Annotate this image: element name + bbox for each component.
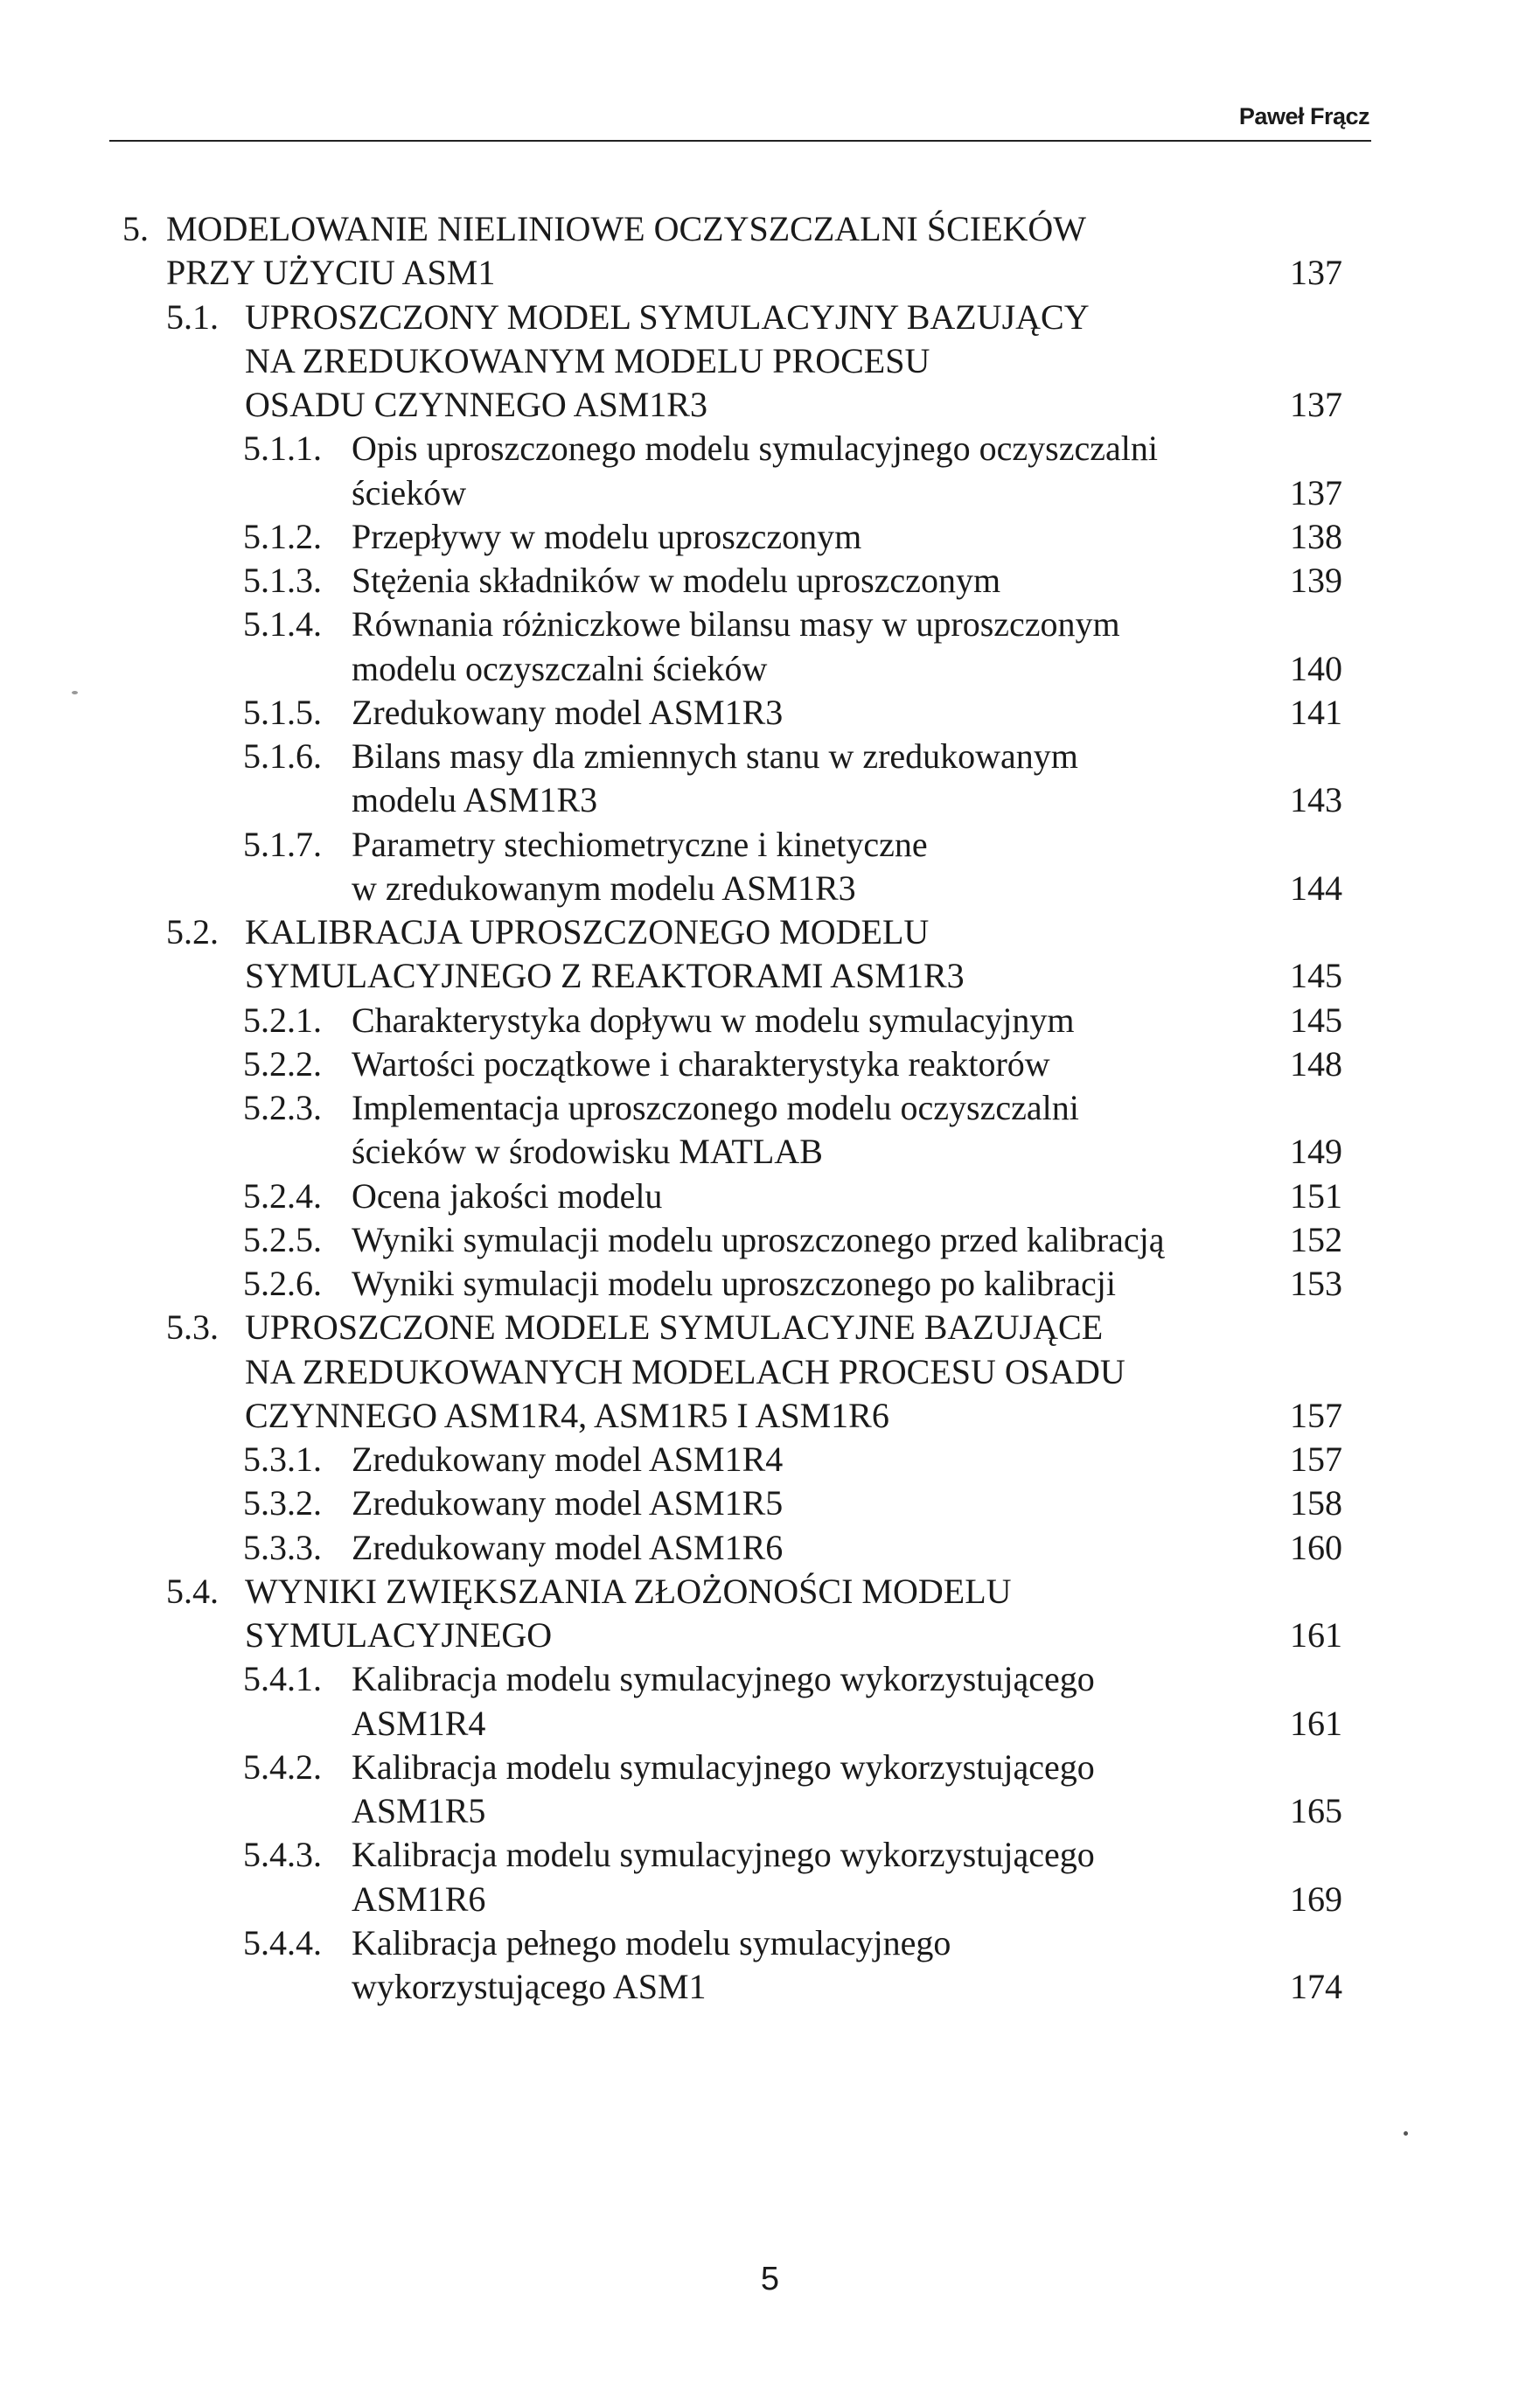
toc-entry-number: 5.3.2. [243, 1483, 322, 1523]
toc-entry-title: MODELOWANIE NIELINIOWE OCZYSZCZALNI ŚCIEKÓW [166, 209, 1087, 248]
toc-entry-number: 5.2.5. [243, 1219, 322, 1259]
toc-entry-number: 5.3.3. [243, 1527, 322, 1567]
toc-entry-title: SYMULACYJNEGO [245, 1615, 553, 1655]
toc-entry-page: 145 [1290, 956, 1342, 996]
toc-entry-continuation [0, 251, 1540, 295]
toc-entry [0, 1086, 1540, 1130]
toc-entry-title: KALIBRACJA UPROSZCZONEGO MODELU [245, 912, 930, 952]
toc-entry-page: 157 [1290, 1395, 1342, 1435]
toc-entry [0, 515, 1540, 559]
toc-entry-title: NA ZREDUKOWANYCH MODELACH PROCESU OSADU [245, 1351, 1125, 1391]
toc-entry-title: Stężenia składników w modelu uproszczonym [352, 561, 1001, 600]
toc-entry [0, 1921, 1540, 1965]
toc-entry-page: 137 [1290, 472, 1342, 512]
toc-entry-number: 5.2.6. [243, 1264, 322, 1303]
toc-entry-title: Zredukowany model ASM1R5 [352, 1483, 784, 1523]
toc-entry-number: 5.2.1. [243, 1000, 322, 1040]
toc-entry-title: Równania różniczkowe bilansu masy w uproszczonym [352, 604, 1120, 645]
toc-entry-continuation [0, 1878, 1540, 1921]
toc-entry-page: 139 [1290, 561, 1342, 600]
toc-entry [0, 1042, 1540, 1086]
toc-entry-page: 145 [1290, 1000, 1342, 1040]
toc-entry [0, 910, 1540, 954]
toc-entry-number: 5. [122, 209, 149, 248]
header-rule [109, 140, 1371, 142]
toc-entry [0, 207, 1540, 251]
toc-entry-number: 5.2.3. [243, 1088, 322, 1127]
toc-entry-page: 160 [1290, 1527, 1342, 1567]
toc-entry-page: 148 [1290, 1043, 1342, 1084]
toc-entry-title: Parametry stechiometryczne i kinetyczne [352, 824, 928, 864]
toc-entry [0, 559, 1540, 603]
toc-entry-number: 5.3.1. [243, 1439, 322, 1479]
toc-entry-title: ASM1R5 [352, 1791, 486, 1830]
toc-entry-title: Zredukowany model ASM1R3 [352, 692, 784, 732]
toc-entry-number: 5.4. [166, 1571, 219, 1611]
toc-entry-page: 165 [1290, 1791, 1342, 1830]
toc-entry [0, 1570, 1540, 1614]
toc-entry-continuation [0, 339, 1540, 383]
toc-entry-title: ścieków [352, 472, 467, 512]
toc-entry [0, 1306, 1540, 1349]
toc-entry-page: 144 [1290, 868, 1342, 908]
toc-entry-title: Zredukowany model ASM1R4 [352, 1439, 784, 1479]
toc-entry-page: 140 [1290, 648, 1342, 688]
toc-entry-title: ścieków w środowisku MATLAB [352, 1132, 823, 1172]
toc-entry-title: ASM1R4 [352, 1703, 486, 1743]
toc-entry-number: 5.3. [166, 1307, 219, 1348]
toc-entry-title: Kalibracja pełnego modelu symulacyjnego [352, 1922, 951, 1962]
toc-entry-page: 174 [1290, 1967, 1342, 2006]
toc-entry-continuation [0, 867, 1540, 910]
toc-entry-title: Przepływy w modelu uproszczonym [352, 516, 862, 556]
toc-entry [0, 735, 1540, 778]
toc-entry-continuation [0, 383, 1540, 427]
toc-entry-number: 5.2.4. [243, 1175, 322, 1216]
toc-entry [0, 999, 1540, 1042]
toc-entry-title: Bilans masy dla zmiennych stanu w zredukowanym [352, 736, 1078, 776]
toc-entry-page: 161 [1290, 1615, 1342, 1655]
toc-entry [0, 1438, 1540, 1481]
toc-entry [0, 1262, 1540, 1306]
toc-entry [0, 427, 1540, 471]
toc-entry-number: 5.1.3. [243, 561, 322, 600]
toc-entry-continuation [0, 1789, 1540, 1833]
toc-entry-number: 5.1.7. [243, 824, 322, 864]
toc-entry-page: 169 [1290, 1879, 1342, 1919]
toc-entry-number: 5.4.1. [243, 1659, 322, 1699]
toc-entry-title: SYMULACYJNEGO Z REAKTORAMI ASM1R3 [245, 956, 965, 996]
toc-entry [0, 1833, 1540, 1877]
toc-entry-page: 158 [1290, 1483, 1342, 1523]
toc-entry-title: Wyniki symulacji modelu uproszczonego po kalibracji [352, 1264, 1117, 1303]
toc-entry-page: 161 [1290, 1703, 1342, 1743]
toc-entry-continuation [0, 1394, 1540, 1438]
toc-entry-page: 151 [1290, 1175, 1342, 1216]
toc-entry-title: modelu oczyszczalni ścieków [352, 648, 768, 688]
toc-entry-number: 5.4.3. [243, 1835, 322, 1875]
toc-entry-title: Kalibracja modelu symulacyjnego wykorzystującego [352, 1659, 1095, 1699]
toc-entry [0, 603, 1540, 646]
toc-entry-page: 157 [1290, 1439, 1342, 1479]
toc-entry-number: 5.1. [166, 296, 219, 337]
scan-speck [72, 691, 78, 694]
toc-entry-number: 5.1.6. [243, 736, 322, 776]
toc-entry-page: 137 [1290, 385, 1342, 424]
toc-entry-title: Wyniki symulacji modelu uproszczonego przed kalibracją [352, 1219, 1165, 1259]
toc-entry-title: Opis uproszczonego modelu symulacyjnego oczyszczalni [352, 429, 1158, 469]
toc-entry [0, 1218, 1540, 1262]
toc-entry-page: 153 [1290, 1264, 1342, 1303]
toc-entry-title: Charakterystyka dopływu w modelu symulacyjnym [352, 1000, 1075, 1040]
scan-speck [1404, 2131, 1408, 2136]
toc-entry-page: 141 [1290, 692, 1342, 732]
toc-entry [0, 296, 1540, 339]
toc-entry [0, 823, 1540, 867]
toc-entry-title: UPROSZCZONE MODELE SYMULACYJNE BAZUJĄCE [245, 1307, 1104, 1348]
toc-entry-continuation [0, 1614, 1540, 1657]
toc-entry-number: 5.1.1. [243, 429, 322, 469]
toc-entry [0, 1657, 1540, 1701]
toc-entry-continuation [0, 954, 1540, 998]
toc-entry-continuation [0, 471, 1540, 515]
toc-entry [0, 691, 1540, 735]
toc-entry-title: PRZY UŻYCIU ASM1 [166, 253, 496, 293]
toc-entry-title: OSADU CZYNNEGO ASM1R3 [245, 385, 707, 424]
toc-entry-title: WYNIKI ZWIĘKSZANIA ZŁOŻONOŚCI MODELU [245, 1571, 1012, 1611]
toc-entry [0, 1746, 1540, 1789]
toc-entry [0, 1481, 1540, 1525]
page-number: 5 [760, 2261, 780, 2297]
toc-entry-number: 5.4.4. [243, 1922, 322, 1962]
toc-entry-continuation [0, 647, 1540, 691]
toc-entry-number: 5.2.2. [243, 1043, 322, 1084]
toc-entry-number: 5.1.4. [243, 604, 322, 645]
toc-entry-title: Zredukowany model ASM1R6 [352, 1527, 784, 1567]
toc-entry-continuation [0, 1350, 1540, 1394]
toc-entry [0, 1526, 1540, 1570]
toc-entry-title: wykorzystującego ASM1 [352, 1967, 707, 2006]
toc-entry-number: 5.4.2. [243, 1746, 322, 1787]
toc-entry-page: 143 [1290, 780, 1342, 820]
toc-entry-title: UPROSZCZONY MODEL SYMULACYJNY BAZUJĄCY [245, 296, 1090, 337]
toc-entry-number: 5.1.2. [243, 516, 322, 556]
toc-entry-title: Ocena jakości modelu [352, 1175, 663, 1216]
toc-entry-page: 152 [1290, 1219, 1342, 1259]
toc-entry-continuation [0, 1965, 1540, 2009]
toc-entry-title: w zredukowanym modelu ASM1R3 [352, 868, 856, 908]
toc-entry-number: 5.2. [166, 912, 219, 952]
toc-entry-number: 5.1.5. [243, 692, 322, 732]
toc-entry-page: 138 [1290, 516, 1342, 556]
toc-entry-title: ASM1R6 [352, 1879, 486, 1919]
toc-entry-title: Wartości początkowe i charakterystyka reaktorów [352, 1043, 1050, 1084]
header-author: Paweł Frącz [1238, 103, 1369, 129]
toc-entry-continuation [0, 778, 1540, 822]
toc-entry-page: 137 [1290, 253, 1342, 293]
toc-entry-title: NA ZREDUKOWANYM MODELU PROCESU [245, 340, 930, 380]
toc-entry-continuation [0, 1702, 1540, 1746]
toc-entry-continuation [0, 1130, 1540, 1174]
toc-entry-page: 149 [1290, 1132, 1342, 1172]
toc-entry-title: modelu ASM1R3 [352, 780, 598, 820]
toc-entry [0, 1175, 1540, 1218]
toc-entry-title: Kalibracja modelu symulacyjnego wykorzystującego [352, 1835, 1095, 1875]
toc-entry-title: CZYNNEGO ASM1R4, ASM1R5 I ASM1R6 [245, 1395, 889, 1435]
toc-entry-title: Implementacja uproszczonego modelu oczyszczalni [352, 1088, 1079, 1127]
toc-entry-title: Kalibracja modelu symulacyjnego wykorzystującego [352, 1746, 1095, 1787]
